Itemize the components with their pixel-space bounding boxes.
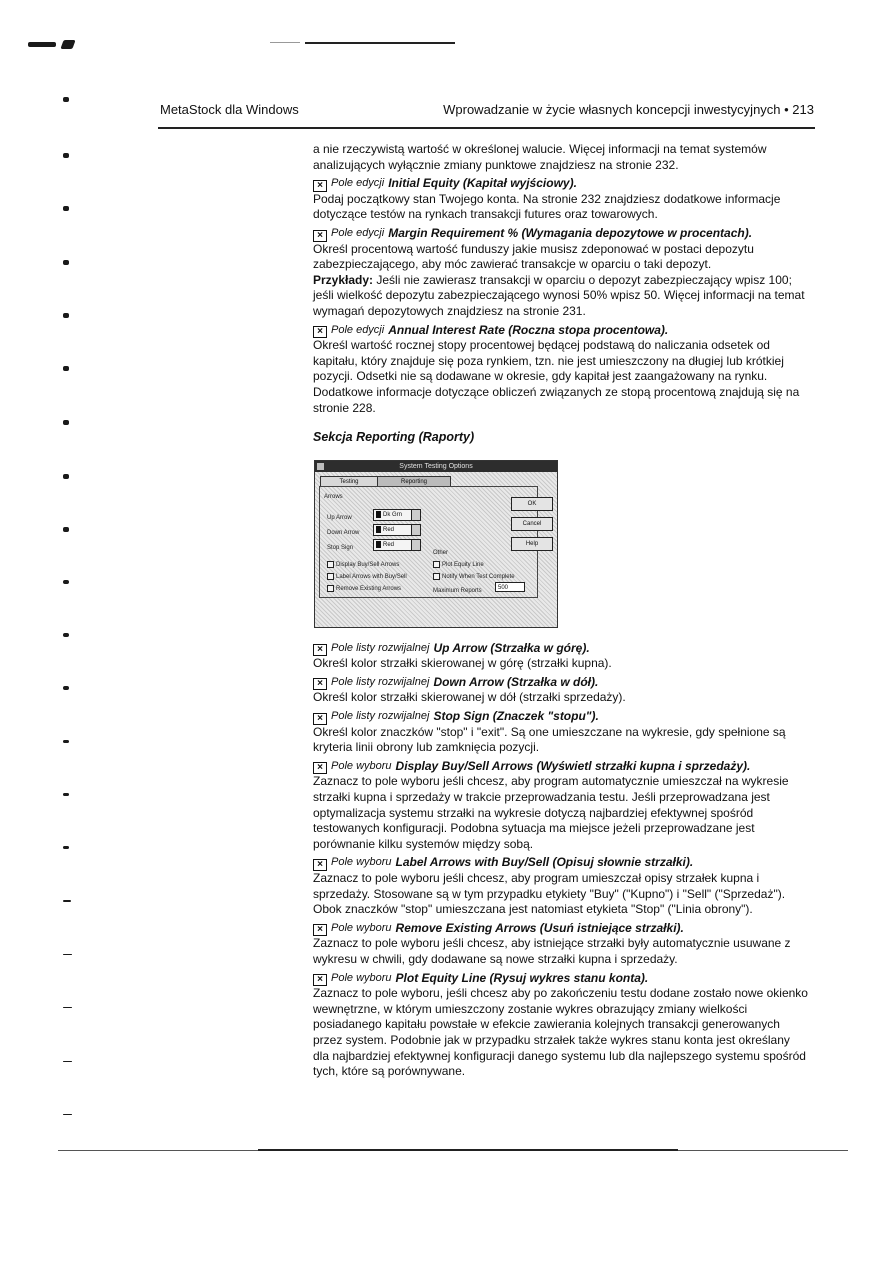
checked-box-icon: × — [313, 762, 327, 774]
entry-heading — [313, 641, 809, 657]
margin-dot — [63, 527, 69, 532]
dialog-titlebar — [315, 461, 557, 472]
margin-dot — [63, 793, 69, 796]
entry-body: Zaznacz to pole wyboru jeśli chcesz, aby program umieszczał opisy strzałek kupna i sprzedaży. Stosowane są w tym przypadku etykiety "Buy" ("Kupno") i "Sell" ("Sprzedaż"). Obok znaczków "stop" umieszczana jest natomiast etykieta "Stop" ("Linia obrony"). — [313, 871, 786, 917]
examples-body: Jeśli nie zawierasz transakcji w oparciu o depozyt zabezpieczający wpisz 100; jeśli wielkość depozytu zabezpieczającego wynosi 50% wpisz 50. Więcej informacji na temat wymagań depozytowych znajdziesz na stronie 231. — [313, 272, 805, 318]
header-chapter-title: Wprowadzanie w życie własnych koncepcji inwestycyjnych • 213 — [443, 102, 814, 117]
stop-sign-label: Stop Sign — [327, 544, 354, 551]
checked-box-icon: × — [313, 713, 327, 725]
dialog-screenshot — [314, 460, 560, 630]
help-button[interactable]: Help — [511, 537, 553, 551]
margin-dot — [63, 846, 69, 849]
entry-heading — [313, 176, 809, 192]
color-swatch — [376, 511, 381, 518]
arrows-group-label: Arrows — [324, 493, 343, 500]
margin-dot — [63, 633, 69, 637]
entry-heading — [313, 709, 809, 725]
entry-kind: Pole listy rozwijalnej — [331, 641, 430, 654]
top-scan-rule — [305, 42, 455, 44]
entry-body: Określ kolor strzałki skierowanej w dół (strzałki sprzedaży). — [313, 690, 626, 705]
entry-down-arrow — [313, 675, 809, 706]
entry-heading — [313, 759, 809, 775]
checkbox-icon — [327, 573, 334, 580]
margin-dot — [63, 206, 69, 211]
checkbox-icon — [433, 561, 440, 568]
margin-dot — [63, 97, 69, 102]
margin-dot — [63, 474, 69, 479]
intro-paragraph: a nie rzeczywistą wartość w określonej walucie. Więcej informacji na temat systemów analizujących wyłącznie zmiany punktowe znajdziesz na stronie 232. — [313, 142, 767, 172]
other-group-label: Other — [433, 549, 449, 556]
margin-dot — [63, 313, 69, 318]
entry-up-arrow — [313, 641, 809, 672]
entry-body: Określ kolor strzałki skierowanej w górę (strzałki kupna). — [313, 656, 612, 671]
margin-dot — [63, 686, 69, 690]
checkbox-label: Notify When Test Complete — [442, 573, 515, 580]
entry-kind: Pole edycji — [331, 177, 385, 190]
checkbox-icon — [327, 561, 334, 568]
entry-kind: Pole wyboru — [331, 921, 392, 934]
entry-name: Down Arrow (Strzałka w dół). — [433, 674, 599, 689]
system-testing-options-dialog — [314, 460, 558, 628]
entry-name: Label Arrows with Buy/Sell (Opisuj słownie strzałki). — [395, 855, 694, 870]
running-header — [160, 102, 814, 117]
entry-kind: Pole listy rozwijalnej — [331, 710, 430, 723]
binding-mark-arrow — [60, 40, 75, 49]
checked-box-icon: × — [313, 230, 327, 242]
entry-body: Zaznacz to pole wyboru jeśli chcesz, aby istniejące strzałki były automatycznie usuwane z wykresu w chwili, gdy dodawane są nowe strzałki kupna i sprzedaży. — [313, 936, 791, 966]
entry-name: Plot Equity Line (Rysuj wykres stanu konta). — [395, 970, 649, 985]
entry-kind: Pole wyboru — [331, 971, 392, 984]
margin-dot — [63, 954, 72, 955]
entry-name: Annual Interest Rate (Roczna stopa procentowa). — [388, 322, 669, 337]
checkbox-label: Remove Existing Arrows — [336, 585, 402, 592]
checkbox-icon — [433, 573, 440, 580]
entry-heading — [313, 323, 809, 339]
checked-box-icon: × — [313, 644, 327, 656]
section-heading: Sekcja Reporting (Raporty) — [313, 430, 475, 445]
margin-dot — [63, 1114, 72, 1115]
margin-dot — [63, 580, 69, 584]
entry-heading — [313, 675, 809, 691]
entry-display-arrows — [313, 759, 809, 853]
examples-label: Przykłady: — [313, 272, 374, 287]
color-swatch — [376, 526, 381, 533]
system-menu-icon[interactable] — [317, 463, 324, 470]
margin-dot — [63, 153, 69, 158]
entry-body: Zaznacz to pole wyboru, jeśli chcesz aby po zakończeniu testu dodane zostało nowe okienko wewnętrzne, w którym umieszczony zostanie wykres obrazujący zmiany wielkości posiadanego kapitału powstałe w efekcie zawierania kolejnych transakcji generowanych przez system. Podobnie jak w przypadku strzałek także wykres stanu konta jest określany dla najbardziej efektywnej konfiguracji danego systemu lub dla najlepszego systemu spośród tych, które są porównywane. — [313, 986, 808, 1079]
checkbox-label: Display Buy/Sell Arrows — [336, 561, 400, 568]
entry-name: Initial Equity (Kapitał wyjściowy). — [388, 176, 577, 191]
ok-button[interactable]: OK — [511, 497, 553, 511]
remove-arrows-checkbox[interactable] — [327, 582, 401, 598]
entry-body: Podaj początkowy stan Twojego konta. Na stronie 232 znajdziesz dodatkowe informacje dotyczące testów na rynkach transakcji futures oraz towarowych. — [313, 191, 781, 222]
entry-name: Up Arrow (Strzałka w górę). — [433, 640, 590, 655]
entry-stop-sign — [313, 709, 809, 756]
checked-box-icon: × — [313, 326, 327, 338]
tab-reporting[interactable]: Reporting — [377, 476, 451, 487]
entry-heading — [313, 855, 809, 871]
tab-testing[interactable]: Testing — [320, 476, 378, 487]
entry-kind: Pole wyboru — [331, 759, 392, 772]
entry-kind: Pole wyboru — [331, 856, 392, 869]
checked-box-icon: × — [313, 974, 327, 986]
margin-dot — [63, 740, 69, 743]
down-arrow-value: Red — [383, 526, 395, 533]
checked-box-icon: × — [313, 180, 327, 192]
entry-name: Remove Existing Arrows (Usuń istniejące strzałki). — [395, 920, 684, 935]
bottom-scan-rule-thick — [258, 1149, 678, 1151]
checkbox-icon — [327, 585, 334, 592]
margin-dot — [63, 420, 69, 425]
checked-box-icon: × — [313, 859, 327, 871]
entry-margin-requirement — [313, 226, 809, 320]
header-rule — [158, 127, 815, 129]
color-swatch — [376, 541, 381, 548]
entry-heading — [313, 921, 809, 937]
margin-dot — [63, 900, 71, 902]
entry-label-arrows — [313, 855, 809, 917]
down-arrow-select[interactable] — [373, 524, 421, 536]
entry-heading — [313, 971, 809, 987]
binding-mark-top — [28, 42, 56, 47]
entry-body: Określ procentową wartość funduszy jakie musisz zdeponować w postaci depozytu zabezpieczającego, aby móc zawierać transakcje w oparciu o taki depozyt. — [313, 241, 754, 272]
dropdown-arrow-icon[interactable] — [411, 510, 420, 520]
entry-body: Określ wartość rocznej stopy procentowej będącej podstawą do naliczania odsetek od kapitału, który znajduje się poza rynkiem, tzn. nie jest umieszczony na długiej lub krótkiej pozycji. Odsetki nie są dodawane w okresie, gdy kapitał jest zaangażowany na rynku. Dodatkowe informacje dotyczące obliczeń związanych ze stopą procentową znajdują się na stronie 228. — [313, 338, 800, 415]
down-arrow-label: Down Arrow — [327, 529, 360, 536]
entry-initial-equity — [313, 176, 809, 223]
stop-sign-value: Red — [383, 541, 395, 548]
page-body — [313, 142, 809, 1080]
up-arrow-label: Up Arrow — [327, 514, 352, 521]
checkbox-label: Plot Equity Line — [442, 561, 484, 568]
top-scan-rule-thin — [270, 42, 300, 43]
entry-heading — [313, 226, 809, 242]
entry-kind: Pole edycji — [331, 226, 385, 239]
entry-kind: Pole listy rozwijalnej — [331, 675, 430, 688]
stop-sign-select[interactable] — [373, 539, 421, 551]
checked-box-icon: × — [313, 678, 327, 690]
max-reports-input[interactable]: 500 — [495, 582, 525, 592]
entry-plot-equity — [313, 971, 809, 1080]
entry-body: Zaznacz to pole wyboru jeśli chcesz, aby program automatycznie umieszczał na wykresie strzałki kupna i sprzedaży w trakcie przeprowadzania testu. Jeśli przeprowadzana jest optymalizacja systemu strzałki na wykresie dotyczą najbardziej efektywnej spośród testowanych konfiguracji. Podobna sytuacja ma miejsce jeżeli przeprowadzane jest porównanie kilku systemów między sobą. — [313, 774, 789, 851]
dropdown-arrow-icon[interactable] — [411, 540, 420, 550]
entry-name: Stop Sign (Znaczek "stopu"). — [433, 709, 599, 724]
up-arrow-select[interactable] — [373, 509, 421, 521]
entry-kind: Pole edycji — [331, 323, 385, 336]
margin-dot — [63, 1061, 72, 1062]
entry-examples — [313, 273, 809, 320]
margin-dot — [63, 1007, 72, 1008]
dropdown-arrow-icon[interactable] — [411, 525, 420, 535]
entry-body: Określ kolor znaczków "stop" i "exit". Są one umieszczane na wykresie, gdy spełnione są kryteria linii obrony lub zamknięcia pozycji. — [313, 724, 786, 755]
max-reports-label: Maximum Reports — [433, 587, 482, 594]
checkbox-label: Label Arrows with Buy/Sell — [336, 573, 407, 580]
header-book-title: MetaStock dla Windows — [160, 102, 299, 117]
cancel-button[interactable]: Cancel — [511, 517, 553, 531]
up-arrow-value: Dk Grn — [383, 511, 403, 518]
margin-dot — [63, 260, 69, 265]
entry-name: Display Buy/Sell Arrows (Wyświetl strzałki kupna i sprzedaży). — [395, 758, 751, 773]
dialog-title: System Testing Options — [399, 462, 473, 470]
checked-box-icon: × — [313, 924, 327, 936]
entry-annual-interest — [313, 323, 809, 417]
margin-dot — [63, 366, 69, 371]
entry-remove-arrows — [313, 921, 809, 968]
entry-name: Margin Requirement % (Wymagania depozytowe w procentach). — [388, 225, 753, 240]
